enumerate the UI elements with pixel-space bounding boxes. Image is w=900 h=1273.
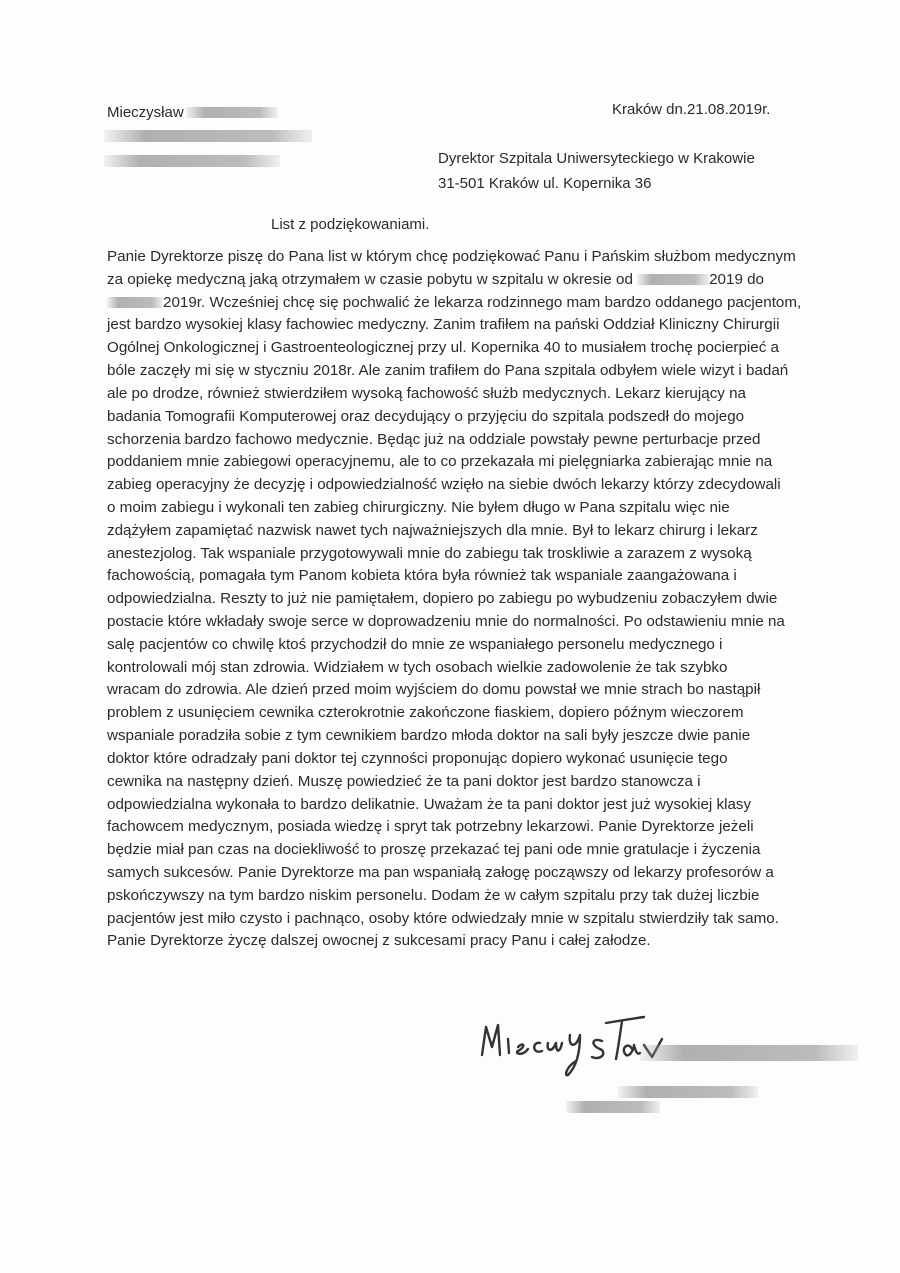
letter-subject: List z podziękowaniami. [271,216,430,233]
body-line: problem z usunięciem cewnika czterokrotnie zakończone fiaskiem, dopiero późnym wieczorem [107,704,744,722]
redacted-sender-address-line-2 [104,155,280,167]
body-line-text: 2019 do [709,270,765,288]
letter-body [107,246,807,953]
body-line [107,269,807,292]
redacted-surname [186,107,278,118]
redacted-start-date [637,274,709,285]
body-line: odpowiedzialna wykonała to bardzo delikatnie. Uważam że ta pani doktor jest już wysokiej klasy [107,795,752,813]
recipient-line-2: 31-501 Kraków ul. Kopernika 36 [438,175,652,192]
body-line: Ogólnej Onkologicznej i Gastroenteologicznej przy ul. Kopernika 40 to musiałem trochę pocierpieć a [107,339,779,357]
body-line: wspaniale poradziła sobie z tym cewnikiem bardzo młoda doktor na sali były jeszcze dwie panie [107,727,751,745]
letter-date: Kraków dn.21.08.2019r. [612,101,771,118]
body-line-text: 2019r. Wcześniej chcę się pochwalić że lekarza rodzinnego mam bardzo oddanego pacjentom, [163,293,802,311]
body-line: Panie Dyrektorze życzę dalszej owocnej z sukcesami pracy Panu i całej załodze. [107,932,651,950]
sender-name [107,104,278,121]
body-line: Panie Dyrektorze piszę do Pana list w którym chcę podziękować Panu i Pańskim służbom medycznym [107,248,796,265]
body-line: cewnika na następny dzień. Muszę powiedzieć że ta pani doktor jest bardzo stanowcza i [107,772,701,790]
body-line: doktor które odradzały pani doktor tej czynności proponując dopiero wykonać usunięcie tego [107,749,728,767]
body-line: bóle zaczęły mi się w styczniu 2018r. Ale zanim trafiłem do Pana szpitala odbyłem wiele wizyt i badań [107,362,789,380]
body-line: ale po drodze, również stwierdziłem wysoką fachowość służb medycznych. Lekarz kierujący na [107,384,746,402]
redacted-end-date [107,297,163,308]
redacted-signature-surname [640,1045,858,1061]
body-line: zdążyłem zapamiętać nazwisk nawet tych najważniejszych dla mnie. Był to lekarz chirurg i lekarz [107,521,758,539]
redacted-sender-address-line-1 [104,130,312,142]
redacted-signature-line [618,1086,758,1098]
recipient-line-1: Dyrektor Szpitala Uniwersyteckiego w Krakowie [438,150,755,167]
body-line: zabieg operacyjny że decyzję i odpowiedzialność wzięło na siebie dwóch lekarzy którzy zdecydowali [107,476,781,494]
body-line: salę pacjentów co chwilę ktoś przychodził do mnie ze wspaniałego personelu medycznego i [107,635,723,653]
body-line: o moim zabiegu i wykonali ten zabieg chirurgiczny. Nie byłem długo w Pana szpitalu więc nie [107,498,730,516]
body-line: samych sukcesów. Panie Dyrektorze ma pan wspaniałą załogę począwszy od lekarzy profesorów a [107,863,774,881]
redacted-signature-line [566,1101,660,1113]
body-line: będzie miał pan czas na dociekliwość to proszę przekazać tej pani ode mnie gratulacje i życzenia [107,841,761,859]
body-line: anestezjolog. Tak wspaniale przygotowywali mnie do zabiegu tak troskliwie a zarazem z wysoką [107,544,752,562]
body-line: badania Tomografii Komputerowej oraz decydujący o przyjęciu do szpitala podszedł do mojego [107,407,745,425]
sender-name-text: Mieczysław [107,104,184,121]
body-line: postacie które wkładały swoje serce w doprowadzeniu mnie do normalności. Po odstawieniu mnie na [107,613,785,630]
body-line: fachowością, pomagała tym Panom kobieta która była również tak wspaniale zaangażowana i [107,567,737,585]
recipient-block [438,146,755,196]
body-line: odpowiedzialna. Reszty to już nie pamiętałem, dopiero po zabiegu po wybudzeniu zobaczyłem dwie [107,590,778,608]
body-line: fachowcem medycznym, posiada wiedzę i spryt tak potrzebny lekarzowi. Panie Dyrektorze jeżeli [107,818,754,836]
body-line: kontrolowali mój stan zdrowia. Widziałem w tych osobach wielkie zadowolenie że tak szybko [107,658,728,676]
body-line: poddaniem mnie zabiegowi operacyjnemu, ale to co przekazała mi pielęgniarka zabierając mnie na [107,453,773,471]
body-line [107,292,807,315]
body-line: wracam do zdrowia. Ale dzień przed moim wyjściem do domu powstał we mnie strach bo nastąpił [107,681,761,699]
body-line: jest bardzo wysokiej klasy fachowiec medyczny. Zanim trafiłem na pański Oddział Kliniczny Chirurgii [107,316,780,334]
body-line: pacjentów jest miło czysto i pachnąco, osoby które odwiedzały mnie w szpitalu stwierdziły tak samo. [107,909,779,927]
body-line: pskończywszy na tym bardzo niskim personelu. Dodam że w całym szpitalu przy tak dużej liczbie [107,886,760,904]
body-line-text: za opiekę medyczną jaką otrzymałem w czasie pobytu w szpitalu w okresie od [107,270,638,288]
body-line: schorzenia bardzo fachowo medycznie. Będąc już na oddziale powstały pewne perturbacje przed [107,430,761,448]
